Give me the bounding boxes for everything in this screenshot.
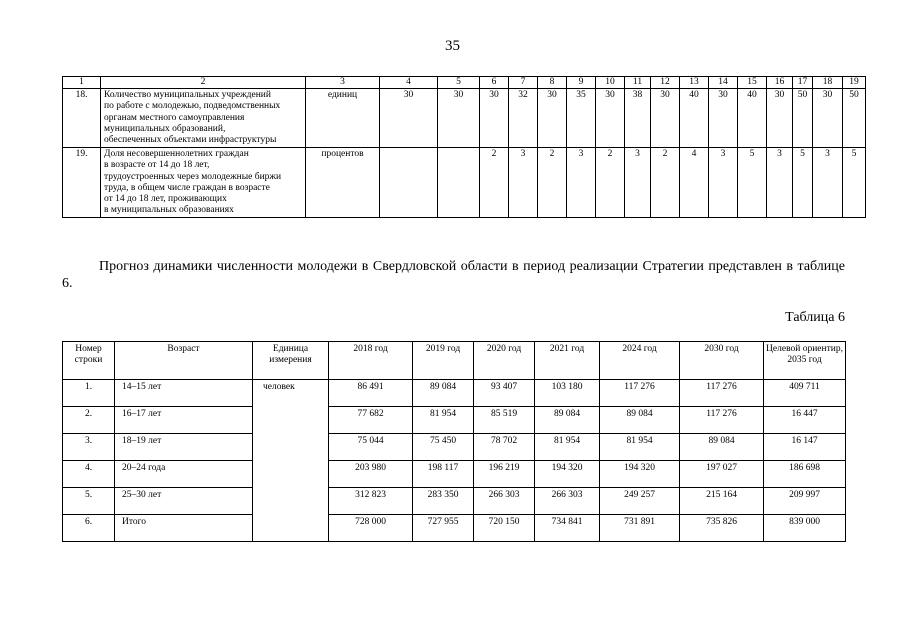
age-cell: 14–15 лет <box>115 380 253 407</box>
youth-forecast-table <box>62 341 846 542</box>
value-cell: 728 000 <box>329 515 413 542</box>
value-cell: 194 320 <box>535 461 600 488</box>
value-cell: 266 303 <box>535 488 600 515</box>
value-cell: 75 450 <box>413 434 474 461</box>
value-cell: 3 <box>567 148 596 218</box>
value-cell: 30 <box>596 89 625 148</box>
column-number-cell: 7 <box>509 77 538 89</box>
column-number-cell: 10 <box>596 77 625 89</box>
column-header: Возраст <box>115 342 253 380</box>
column-number-cell: 2 <box>101 77 306 89</box>
column-number-cell: 19 <box>843 77 866 89</box>
column-header: 2024 год <box>600 342 680 380</box>
column-header: 2030 год <box>680 342 764 380</box>
value-cell: 103 180 <box>535 380 600 407</box>
column-header: 2018 год <box>329 342 413 380</box>
table-row <box>63 434 846 461</box>
value-cell: 5 <box>793 148 813 218</box>
value-cell: 5 <box>843 148 866 218</box>
value-cell: 93 407 <box>474 380 535 407</box>
row-number-cell: 19. <box>63 148 101 218</box>
value-cell: 78 702 <box>474 434 535 461</box>
value-cell: 5 <box>738 148 767 218</box>
value-cell: 735 826 <box>680 515 764 542</box>
column-header: Целевой ориентир, 2035 год <box>764 342 846 380</box>
row-number-cell: 3. <box>63 434 115 461</box>
age-cell: 25–30 лет <box>115 488 253 515</box>
value-cell: 2 <box>651 148 680 218</box>
column-number-cell: 15 <box>738 77 767 89</box>
value-cell: 30 <box>813 89 843 148</box>
value-cell: 40 <box>680 89 709 148</box>
indicator-cell: Количество муниципальных учреждений по работе с молодежью, подведомственных органам местного самоуправления муниципальных образований, обеспеченных объектами инфраструктуры <box>101 89 306 148</box>
unit-cell: процентов <box>306 148 380 218</box>
value-cell: 839 000 <box>764 515 846 542</box>
row-number-cell: 5. <box>63 488 115 515</box>
value-cell: 2 <box>596 148 625 218</box>
value-cell: 86 491 <box>329 380 413 407</box>
column-number-cell: 9 <box>567 77 596 89</box>
table-row <box>63 488 846 515</box>
value-cell: 30 <box>538 89 567 148</box>
value-cell: 4 <box>680 148 709 218</box>
value-cell: 312 823 <box>329 488 413 515</box>
value-cell: 89 084 <box>600 407 680 434</box>
row-number-cell: 2. <box>63 407 115 434</box>
table-header-row <box>63 342 846 380</box>
value-cell: 266 303 <box>474 488 535 515</box>
indicator-cell: Доля несовершеннолетних граждан в возрасте от 14 до 18 лет, трудоустроенных через молодежные биржи труда, в общем числе граждан в возрасте от 14 до 18 лет, проживающих в муниципальных образованиях <box>101 148 306 218</box>
table-row <box>63 148 866 218</box>
age-cell: 16–17 лет <box>115 407 253 434</box>
indicators-table <box>62 76 866 218</box>
table-row <box>63 407 846 434</box>
value-cell: 283 350 <box>413 488 474 515</box>
value-cell: 30 <box>651 89 680 148</box>
value-cell: 89 084 <box>535 407 600 434</box>
page-number: 35 <box>445 38 460 54</box>
column-number-cell: 18 <box>813 77 843 89</box>
age-cell: 18–19 лет <box>115 434 253 461</box>
value-cell: 89 084 <box>680 434 764 461</box>
value-cell: 197 027 <box>680 461 764 488</box>
row-number-cell: 4. <box>63 461 115 488</box>
column-number-cell: 6 <box>480 77 509 89</box>
unit-cell: человек <box>253 380 329 542</box>
value-cell: 720 150 <box>474 515 535 542</box>
column-number-cell: 17 <box>793 77 813 89</box>
value-cell: 35 <box>567 89 596 148</box>
value-cell: 3 <box>509 148 538 218</box>
column-number-cell: 16 <box>767 77 793 89</box>
age-cell: 20–24 года <box>115 461 253 488</box>
column-header: Единица измерения <box>253 342 329 380</box>
value-cell: 75 044 <box>329 434 413 461</box>
column-header: Номер строки <box>63 342 115 380</box>
value-cell: 81 954 <box>535 434 600 461</box>
value-cell: 731 891 <box>600 515 680 542</box>
column-number-cell: 5 <box>438 77 480 89</box>
value-cell: 409 711 <box>764 380 846 407</box>
table-row <box>63 380 846 407</box>
value-cell <box>380 148 438 218</box>
column-number-cell: 11 <box>625 77 651 89</box>
value-cell: 215 164 <box>680 488 764 515</box>
value-cell: 734 841 <box>535 515 600 542</box>
value-cell: 16 447 <box>764 407 846 434</box>
value-cell: 209 997 <box>764 488 846 515</box>
value-cell: 50 <box>793 89 813 148</box>
value-cell: 30 <box>480 89 509 148</box>
row-number-cell: 6. <box>63 515 115 542</box>
value-cell: 85 519 <box>474 407 535 434</box>
table-row <box>63 89 866 148</box>
age-cell: Итого <box>115 515 253 542</box>
column-header: 2020 год <box>474 342 535 380</box>
value-cell: 194 320 <box>600 461 680 488</box>
unit-cell: единиц <box>306 89 380 148</box>
value-cell: 198 117 <box>413 461 474 488</box>
value-cell: 3 <box>813 148 843 218</box>
column-header: 2019 год <box>413 342 474 380</box>
table-caption: Таблица 6 <box>785 310 845 325</box>
column-header: 2021 год <box>535 342 600 380</box>
value-cell: 40 <box>738 89 767 148</box>
value-cell: 50 <box>843 89 866 148</box>
value-cell: 249 257 <box>600 488 680 515</box>
value-cell: 30 <box>438 89 480 148</box>
column-number-cell: 12 <box>651 77 680 89</box>
value-cell: 196 219 <box>474 461 535 488</box>
value-cell: 30 <box>709 89 738 148</box>
value-cell: 16 147 <box>764 434 846 461</box>
value-cell: 81 954 <box>600 434 680 461</box>
value-cell: 186 698 <box>764 461 846 488</box>
row-number-cell: 1. <box>63 380 115 407</box>
value-cell: 30 <box>767 89 793 148</box>
value-cell: 203 980 <box>329 461 413 488</box>
value-cell: 2 <box>480 148 509 218</box>
forecast-paragraph: Прогноз динамики численности молодежи в Свердловской области в период реализации Стратегии представлен в таблице 6. <box>62 259 845 291</box>
value-cell: 117 276 <box>600 380 680 407</box>
table-row <box>63 515 846 542</box>
value-cell: 727 955 <box>413 515 474 542</box>
value-cell: 89 084 <box>413 380 474 407</box>
table-row <box>63 461 846 488</box>
value-cell: 77 682 <box>329 407 413 434</box>
row-number-cell: 18. <box>63 89 101 148</box>
value-cell: 81 954 <box>413 407 474 434</box>
value-cell: 32 <box>509 89 538 148</box>
value-cell: 2 <box>538 148 567 218</box>
table-header-row <box>63 77 866 89</box>
value-cell: 38 <box>625 89 651 148</box>
value-cell: 3 <box>625 148 651 218</box>
column-number-cell: 8 <box>538 77 567 89</box>
column-number-cell: 13 <box>680 77 709 89</box>
column-number-cell: 14 <box>709 77 738 89</box>
value-cell: 3 <box>709 148 738 218</box>
value-cell: 117 276 <box>680 380 764 407</box>
value-cell <box>438 148 480 218</box>
column-number-cell: 3 <box>306 77 380 89</box>
value-cell: 3 <box>767 148 793 218</box>
column-number-cell: 4 <box>380 77 438 89</box>
value-cell: 30 <box>380 89 438 148</box>
value-cell: 117 276 <box>680 407 764 434</box>
column-number-cell: 1 <box>63 77 101 89</box>
